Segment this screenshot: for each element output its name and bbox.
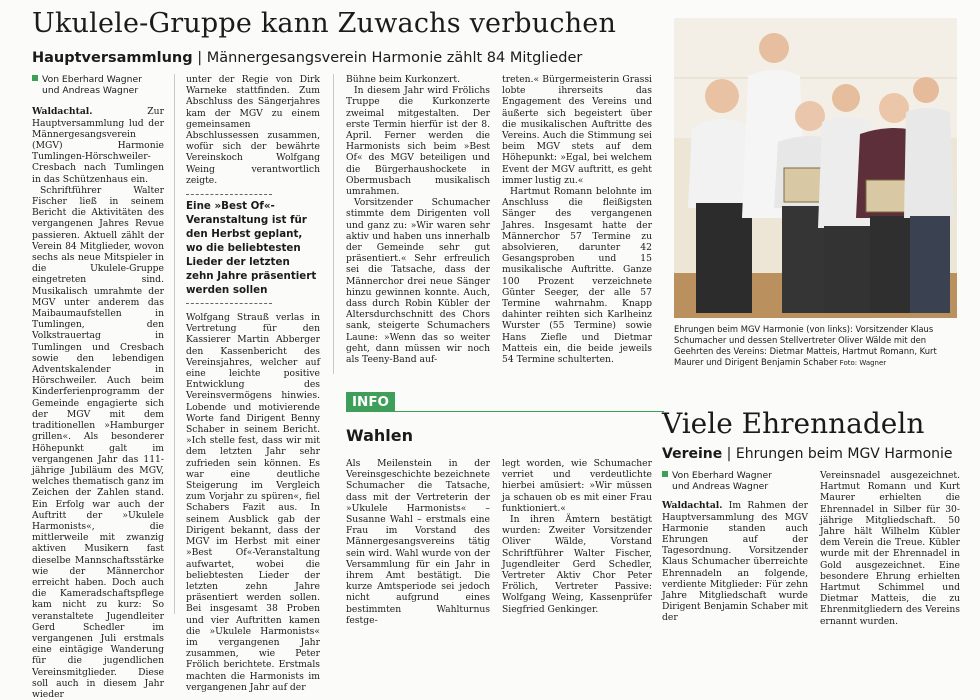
- subhead-text: | Ehrungen beim MGV Harmonie: [722, 446, 953, 462]
- square-bullet-icon: [662, 471, 668, 477]
- article-subhead: [32, 50, 582, 66]
- paragraph: Waldachtal. Zur Hauptversammlung lud der Männergesangsverein (MGV) Harmonie Tumlingen-Hörschweiler-Cresbach nach Tumlingen in das Schützenhaus ein.: [32, 106, 164, 185]
- paragraph: treten.« Bürgermeisterin Grassi lobte ihrerseits das Engagement des Vereins und äußerte sich begeistert über die musikalischen Auftritte des Vereins. Auch die Stimmung sei beim MGV stets auf dem Höhepunkt: »Egal, bei welchem Event der MGV auftritt, es geht immer lustig zu.«: [502, 74, 652, 186]
- paragraph: Vorsitzender Schumacher stimmte dem Dirigenten voll und ganz zu: »Wir waren sehr aktiv und haben uns innerhalb der Gemeinde sehr gut präsentiert.« Sehr erfreulich sei die Tatsache, dass der Männerchor drei neue Sänger hinzu gewinnen konnte. Auch, dass durch Robin Kübler der Altersdurchschnitt des Chors sank, steigerte Schumachers Laune: »Wenn das so weiter geht, dann müssen wir noch als Teeny-Band auf-: [346, 197, 490, 366]
- group-photo-illustration: [674, 18, 957, 318]
- article-column-2: [186, 74, 320, 693]
- article2-column-2: [820, 470, 960, 627]
- info-title: Wahlen: [346, 426, 413, 445]
- article2-subhead: [662, 446, 953, 462]
- paragraph: In ihren Ämtern bestätigt wurden: Zweiter Vorsitzender Oliver Wälde, Vorstand Schriftführer Walter Fischer, Jugendleiter Gerd Schedler, Vertreter Aktiv Chor Peter Frölich, Vertreter Passive: Wolfgang Weing, Kassenprüfer Siegfried Genkinger.: [502, 514, 652, 615]
- subhead-text: | Männergesangsverein Harmonie zählt 84 Mitglieder: [192, 50, 583, 66]
- subhead-kicker: Hauptversammlung: [32, 50, 193, 66]
- article-headline: Ukulele-Gruppe kann Zuwachs verbuchen: [32, 8, 617, 39]
- article2-headline: Viele Ehrennadeln: [662, 407, 925, 440]
- square-bullet-icon: [32, 75, 38, 81]
- info-box: [346, 391, 664, 445]
- group-photo: [674, 18, 957, 318]
- article-column-3: [346, 74, 490, 374]
- info-tag: INFO: [346, 392, 395, 412]
- article-byline: Von Eberhard Wagner und Andreas Wagner: [662, 470, 808, 492]
- paragraph: legt worden, wie Schumacher verriet und verdeutlichte hierbei amüsiert: »Wir müssen ja schauen ob es mit einer Frau funktioniert.«: [502, 458, 652, 514]
- article-byline: Von Eberhard Wagner und Andreas Wagner: [32, 74, 164, 96]
- subhead-kicker: Vereine: [662, 446, 723, 462]
- divider: [186, 194, 272, 195]
- paragraph: Wolfgang Strauß verlas in Vertretung für den Kassierer Martin Abberger den Kassenbericht des Vereinsjahres, welcher auf eine leichte positive Entwicklung des Vereinsvermögens hinwies. Lobende und motivierende Worte fand Dirigent Benny Schaber in seinem Bericht. »Ich stelle fest, dass wir mit dem letzten Jahr sehr zufrieden sein können. Es war eine deutliche Steigerung im Vergleich zum Vorjahr zu spüren«, fiel Schabers Fazit aus. In seinem Ausblick gab der Dirigent bekannt, dass der MGV im Herbst mit einer »Best Of«-Veranstaltung aufwartet, wobei die beliebtesten Lieder der letzten zehn Jahre präsentiert werden sollen. Bei insgesamt 38 Proben und vier Auftritten kamen die »Ukulele Harmonists« im vergangenen Jahr zusammen, wie Peter Frölich berichtete. Erstmals machten die Harmonists im vergangenen Jahr auf der: [186, 312, 320, 693]
- article-column-1: [32, 74, 164, 700]
- article2-column-1: [662, 470, 808, 624]
- paragraph: Vereinsnadel ausgezeichnet. Hartmut Romann und Kurt Maurer erhielten die Ehrennadel in Silber für 30-jährige Mitgliedschaft. 50 Jahre hält Wilhelm Kübler dem Verein die Treue. Kübler wurde mit der Ehrennadel in Gold ausgezeichnet. Eine besondere Ehrung erhielten Hartmut Schimmel und Dietmar Matteis, die zu Ehrenmitgliedern des Vereins ernannt wurden.: [820, 470, 960, 627]
- pull-quote: Eine »Best Of«-Veranstaltung ist für den Herbst geplant, wo die beliebtesten Lieder der letzten zehn Jahre präsentiert werden sollen: [186, 200, 317, 297]
- photo-caption: Ehrungen beim MGV Harmonie (von links): Vorsitzender Klaus Schumacher und dessen Stellvertreter Oliver Wälde mit den Geehrten des Vereins: Dietmar Matteis, Hartmut Romann, Kurt Maurer und Dirigent Benjamin Schaber Foto: Wagner: [674, 324, 937, 367]
- paragraph: unter der Regie von Dirk Warneke stattfinden. Zum Abschluss des Sängerjahres kam der MGV zu einem gemeinsamen Abschlussessen zusammen, wofür sich der bewährte Vereinskoch Wolfgang Weing verantwortlich zeigte.: [186, 74, 320, 186]
- paragraph: In diesem Jahr wird Frölichs Truppe die Kurkonzerte zweimal mitgestalten. Der erste Termin hierfür ist der 8. April. Ferner werden die Harmonists sich beim »Best Of« des MGV beteiligen und die Bürgerhaushockete in Obermusbach musikalisch umrahmen.: [346, 85, 490, 198]
- article-column-4: [502, 74, 652, 374]
- info-column-2: [502, 458, 652, 618]
- info-column-1: [346, 458, 490, 626]
- paragraph: Bühne beim Kurkonzert.: [346, 74, 461, 85]
- paragraph: Hartmut Romann belohnte im Anschluss die fleißigsten Sänger des vergangenen Jahres. Insgesamt hatte der Männerchor 57 Termine zu absolvieren, darunter 42 Gesangsproben und 15 musikalische Auftritte. Ganze 100 Prozent verzeichnete Günter Seeger, der alle 57 Termine wahrnahm. Knapp dahinter reihten sich Karlheinz Wurster (55 Termine) sowie Hans Ziefle und Dietmar Matteis ein, die beide jeweils 54 Termine schulterten.: [502, 186, 652, 366]
- paragraph: Waldachtal. Im Rahmen der Hauptversammlung des MGV Harmonie standen auch Ehrungen auf der Tagesordnung. Vorsitzender Klaus Schumacher überreichte Ehrennadeln an folgende, verdiente Mitglieder: Für zehn Jahre Mitgliedschaft wurde Dirigent Benjamin Schaber mit der: [662, 500, 808, 624]
- dateline: Waldachtal.: [662, 500, 723, 512]
- paragraph: Schriftführer Walter Fischer ließ in seinem Bericht die Aktivitäten des vergangenen Jahres Revue passieren. Aktuell zählt der Verein 84 Mitglieder, wovon sechs als neue Mitspieler in die Ukulele-Gruppe eingetreten sind. Musikalisch umrahmte der MGV unter anderem das Maibaumaufstellen in Tumlingen, den Volkstrauertag in Tumlingen und Cresbach sowie den lebendigen Adventskalender in Hörschweiler. Auch beim Kinderferienprogramm der Gemeinde engagierte sich der MGV mit dem traditionellen »Hamburger grillen«. Als besonderer Höhepunkt galt im vergangenen Jahr das 111-jährige Jubiläum des MGV, welches thematisch ganz im Zeichen der Zahlen stand. Ein Erfolg war auch der Auftritt der »Ukulele Harmonists«, die mittlerweile mit zwanzig aktiven Musikern fast dieselbe Mannschaftsstärke wie der Männerchor erreicht haben. Doch auch die Kameradschaftspflege kam nicht zu kurz: So veranstaltete Jugendleiter Gerd Schedler im vergangenen Juli erstmals eine eintägige Wanderung für die jugendlichen Vereinsmitglieder. Diese soll auch in diesem Jahr wieder: [32, 184, 164, 700]
- divider: [186, 303, 272, 304]
- paragraph: Als Meilenstein in der Vereinsgeschichte bezeichnete Schumacher die Tatsache, dass mit der Vertreterin der »Ukulele Harmonists« – Susanne Wahl – erstmals eine Frau im Vorstand des Männergesangsvereins tätig sein wird. Wahl wurde von der Versammlung für ein Jahr in ihrem Amt bestätigt. Die kurze Amtsperiode sei jedoch nicht aufgrund eines bestimmten Wahlturnus festge-: [346, 458, 490, 626]
- dateline: Waldachtal.: [32, 106, 93, 118]
- photo-credit: Foto: Wagner: [837, 359, 887, 367]
